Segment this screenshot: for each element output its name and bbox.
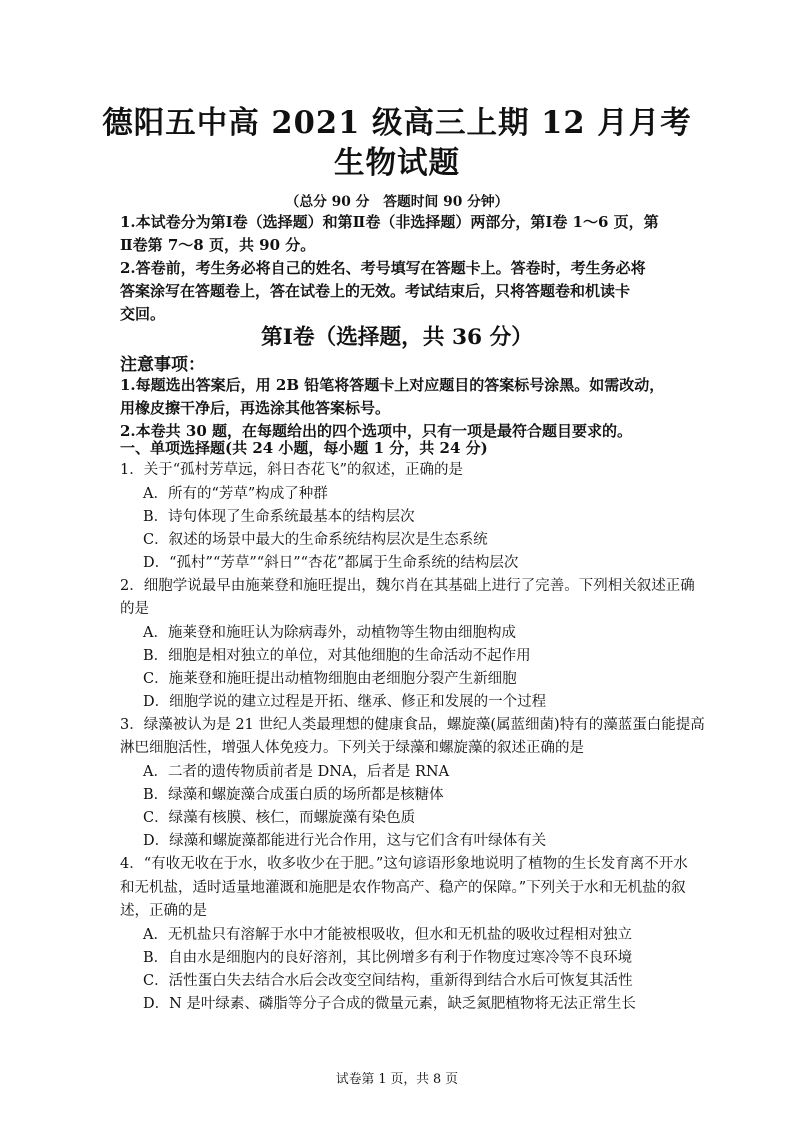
part-heading: 一、单项选择题(共 24 小题，每小题 1 分，共 24 分) (120, 439, 488, 457)
question-stem: 3．绿藻被认为是 21 世纪人类最理想的健康食品，螺旋藻(属蓝细菌)特有的藻蓝蛋白能提高 (120, 717, 705, 733)
option-d: D．“孤村”“芳草”“斜日”“杏花”都属于生命系统的结构层次 (143, 555, 519, 571)
option-c: C．叙述的场景中最大的生命系统结构层次是生态系统 (143, 532, 488, 548)
option-d: D．细胞学说的建立过程是开拓、继承、修正和发展的一个过程 (143, 694, 547, 710)
option-d: D．N 是叶绿素、磷脂等分子合成的微量元素，缺乏氮肥植物将无法正常生长 (143, 996, 636, 1012)
option-c: C．施莱登和施旺提出动植物细胞由老细胞分裂产生新细胞 (143, 671, 517, 687)
option-c: C．活性蛋白失去结合水后会改变空间结构，重新得到结合水后可恢复其活性 (143, 973, 633, 989)
option-c: C．绿藻有核膜、核仁，而螺旋藻有染色质 (143, 810, 416, 826)
notice-line: 用橡皮擦干净后，再选涂其他答案标号。 (120, 399, 391, 417)
question-stem: 和无机盐，适时适量地灌溉和施肥是农作物高产、稳产的保障。”下列关于水和无机盐的叙 (120, 880, 686, 896)
option-b: B．自由水是细胞内的良好溶剂，其比例增多有利于作物度过寒冷等不良环境 (143, 950, 633, 966)
instruction-line: Ⅱ卷第 7～8 页，共 90 分。 (120, 236, 316, 254)
question-stem: 1．关于“孤村芳草远，斜日杏花飞”的叙述，正确的是 (120, 462, 464, 478)
exam-info: （总分 90 分 答题时间 90 分钟） (285, 194, 509, 210)
page-footer: 试卷第 1 页，共 8 页 (335, 1072, 459, 1087)
option-d: D．绿藻和螺旋藻都能进行光合作用，这与它们含有叶绿体有关 (143, 833, 547, 849)
instruction-line: 2.答卷前，考生务必将自己的姓名、考号填写在答题卡上。答卷时，考生务必将 (120, 259, 646, 277)
question-stem: 4．“有收无收在于水，收多收少在于肥。”这句谚语形象地说明了植物的生长发育离不开水 (120, 856, 688, 872)
option-b: B．细胞是相对独立的单位，对其他细胞的生命活动不起作用 (143, 648, 531, 664)
option-a: A．施莱登和施旺认为除病毒外，动植物等生物由细胞构成 (143, 625, 516, 641)
option-a: A．二者的遗传物质前者是 DNA，后者是 RNA (143, 764, 450, 780)
question-stem: 淋巴细胞活性，增强人体免疫力。下列关于绿藻和螺旋藻的叙述正确的是 (120, 740, 584, 756)
question-stem: 述，正确的是 (120, 903, 207, 919)
question-stem: 的是 (120, 601, 149, 617)
section-title: 第Ⅰ卷（选择题，共 36 分） (261, 325, 533, 350)
instruction-line: 1.本试卷分为第Ⅰ卷（选择题）和第Ⅱ卷（非选择题）两部分，第Ⅰ卷 1～6 页，第 (120, 213, 659, 231)
option-a: A．所有的“芳草”构成了种群 (143, 486, 328, 502)
option-b: B．绿藻和螺旋藻合成蛋白质的场所都是核糖体 (143, 787, 444, 803)
exam-title: 德阳五中高 2021 级高三上期 12 月月考 (102, 105, 692, 141)
option-b: B．诗句体现了生命系统最基本的结构层次 (143, 509, 415, 525)
instruction-line: 交回。 (120, 305, 166, 323)
subject-title: 生物试题 (333, 145, 461, 181)
question-stem: 2．细胞学说最早由施莱登和施旺提出，魏尔肖在其基础上进行了完善。下列相关叙述正确 (120, 578, 695, 594)
instruction-line: 答案涂写在答题卷上，答在试卷上的无效。考试结束后，只将答题卷和机读卡 (120, 282, 631, 300)
notice-line: 2.本卷共 30 题，在每题给出的四个选项中，只有一项是最符合题目要求的。 (120, 422, 632, 440)
notice-heading: 注意事项： (120, 355, 205, 375)
option-a: A．无机盐只有溶解于水中才能被根吸收，但水和无机盐的吸收过程相对独立 (143, 927, 632, 943)
notice-line: 1.每题选出答案后，用 2B 铅笔将答题卡上对应题目的答案标号涂黑。如需改动， (120, 376, 665, 394)
